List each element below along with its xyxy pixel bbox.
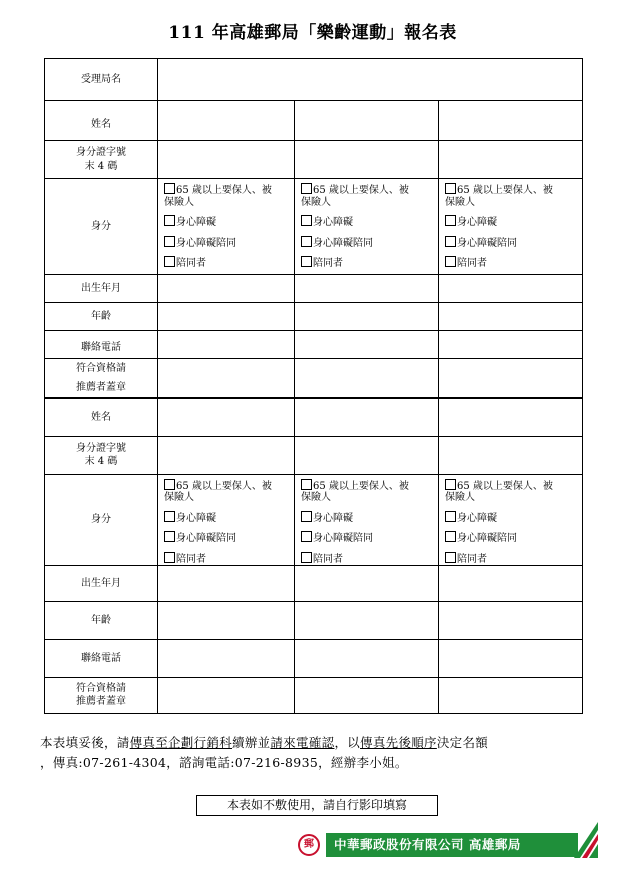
p2-name-cell[interactable] xyxy=(158,398,295,436)
p2-name-row xyxy=(45,398,583,436)
id-label-line1: 身分證字號 xyxy=(76,442,126,454)
p2-name-cell[interactable] xyxy=(439,398,583,436)
p2-birth-label: 出生年月 xyxy=(45,566,158,602)
qual-label-line2: 推薦者蓋章 xyxy=(76,695,126,707)
office-row xyxy=(45,59,583,101)
p1-id-cell[interactable] xyxy=(158,141,295,179)
checkbox[interactable] xyxy=(164,552,175,563)
p2-identity-options xyxy=(158,474,295,566)
option-disabled[interactable]: 身心障礙 xyxy=(158,511,294,525)
p1-id-cell[interactable] xyxy=(295,141,439,179)
p2-birth-cell[interactable] xyxy=(158,566,295,602)
office-label: 受理局名 xyxy=(45,59,158,101)
id-label-line2: 末 4 碼 xyxy=(84,456,118,467)
p2-identity-options xyxy=(439,474,583,566)
p2-qual-cell[interactable] xyxy=(439,678,583,714)
brand-stripes-icon xyxy=(574,822,598,858)
p2-phone-cell[interactable] xyxy=(295,640,439,678)
p1-name-row xyxy=(45,101,583,141)
checkbox[interactable] xyxy=(445,531,456,542)
checkbox[interactable] xyxy=(445,511,456,522)
option-elderly[interactable]: 65 歲以上要保人、被 保險人 xyxy=(445,480,553,503)
p1-identity-options xyxy=(158,179,295,275)
checkbox[interactable] xyxy=(164,256,175,267)
p1-qual-cell[interactable] xyxy=(158,359,295,399)
p1-phone-cell[interactable] xyxy=(295,331,439,359)
note-text: 決定名額 xyxy=(436,735,489,750)
note-text: ，以 xyxy=(334,735,361,750)
qual-label-line1: 符合資格請 xyxy=(76,683,126,694)
id-label-line1: 身分證字號 xyxy=(76,147,126,158)
p1-birth-label: 出生年月 xyxy=(45,275,158,303)
p2-identity-label: 身分 xyxy=(45,474,158,566)
form-title: 111 年高雄郵局「樂齡運動」報名表 xyxy=(168,23,457,43)
org-name: 中華郵政股份有限公司 高雄郵局 xyxy=(326,833,578,857)
option-companion[interactable]: 陪同者 xyxy=(439,256,582,270)
option-elderly[interactable]: 65 歲以上要保人、被 保險人 xyxy=(164,480,272,503)
note-underlined: 傳真至企劃行銷科 xyxy=(129,735,233,750)
p1-phone-cell[interactable] xyxy=(158,331,295,359)
note-underlined: 請來電確認 xyxy=(270,735,335,750)
option-disabled-companion[interactable]: 身心障礙陪同 xyxy=(439,531,582,545)
p1-id-row xyxy=(45,141,583,179)
checkbox[interactable] xyxy=(164,215,175,226)
office-field[interactable] xyxy=(158,59,583,101)
checkbox[interactable] xyxy=(445,256,456,267)
option-companion[interactable]: 陪同者 xyxy=(439,552,582,566)
p2-id-cell[interactable] xyxy=(295,436,439,474)
p2-id-row xyxy=(45,436,583,474)
p2-age-cell[interactable] xyxy=(439,602,583,640)
p1-qual-cell[interactable] xyxy=(295,359,439,399)
note-text: 本表填妥後，請 xyxy=(40,735,130,750)
checkbox[interactable] xyxy=(301,552,312,563)
option-disabled[interactable]: 身心障礙 xyxy=(439,511,582,525)
p1-age-cell[interactable] xyxy=(158,303,295,331)
option-disabled-companion[interactable]: 身心障礙陪同 xyxy=(158,236,294,250)
chunghwa-post-logo-icon: 郵 xyxy=(298,834,320,856)
p2-identity-options xyxy=(295,474,439,566)
p2-qual-row xyxy=(45,678,583,714)
note-underlined: 傳真先後順序 xyxy=(360,735,437,750)
p2-birth-cell[interactable] xyxy=(295,566,439,602)
checkbox[interactable] xyxy=(164,183,175,194)
checkbox[interactable] xyxy=(445,215,456,226)
p1-identity-options xyxy=(439,179,583,275)
id-label-line2: 末 4 碼 xyxy=(84,160,118,172)
p1-birth-cell[interactable] xyxy=(295,275,439,303)
p1-phone-row xyxy=(45,331,583,359)
p1-birth-cell[interactable] xyxy=(158,275,295,303)
p2-qual-label xyxy=(45,678,158,714)
p2-phone-label: 聯絡電話 xyxy=(45,640,158,678)
p1-identity-options xyxy=(295,179,439,275)
p2-identity-row xyxy=(45,474,583,566)
p2-age-cell[interactable] xyxy=(158,602,295,640)
p2-age-cell[interactable] xyxy=(295,602,439,640)
option-disabled-companion[interactable]: 身心障礙陪同 xyxy=(439,236,582,250)
p1-age-row xyxy=(45,303,583,331)
p1-name-label: 姓名 xyxy=(45,101,158,141)
p2-phone-row xyxy=(45,640,583,678)
option-disabled[interactable]: 身心障礙 xyxy=(439,215,582,229)
p1-name-cell[interactable] xyxy=(439,101,583,141)
checkbox[interactable] xyxy=(301,236,312,247)
option-elderly[interactable]: 65 歲以上要保人、被 保險人 xyxy=(301,480,409,503)
p1-age-cell[interactable] xyxy=(295,303,439,331)
option-disabled-companion[interactable]: 身心障礙陪同 xyxy=(295,531,438,545)
p1-identity-label: 身分 xyxy=(45,179,158,275)
checkbox[interactable] xyxy=(301,183,312,194)
p1-name-cell[interactable] xyxy=(295,101,439,141)
option-companion[interactable]: 陪同者 xyxy=(158,552,294,566)
checkbox[interactable] xyxy=(164,511,175,522)
checkbox[interactable] xyxy=(445,479,456,490)
p2-id-label xyxy=(45,436,158,474)
p1-qual-label xyxy=(45,359,158,399)
option-disabled-companion[interactable]: 身心障礙陪同 xyxy=(295,236,438,250)
option-companion[interactable]: 陪同者 xyxy=(295,552,438,566)
photocopy-note: 本表如不敷使用，請自行影印填寫 xyxy=(196,795,438,816)
p1-age-cell[interactable] xyxy=(439,303,583,331)
option-companion[interactable]: 陪同者 xyxy=(158,256,294,270)
option-disabled-companion[interactable]: 身心障礙陪同 xyxy=(158,531,294,545)
footer-brand xyxy=(292,822,602,862)
checkbox[interactable] xyxy=(164,479,175,490)
p1-birth-cell[interactable] xyxy=(439,275,583,303)
p2-id-cell[interactable] xyxy=(158,436,295,474)
note-contact: ，傳真:07-261-4304，諮詢電話:07-216-8935，經辦李小姐。 xyxy=(40,755,408,770)
checkbox[interactable] xyxy=(301,215,312,226)
registration-table xyxy=(44,58,583,714)
p1-phone-cell[interactable] xyxy=(439,331,583,359)
p2-name-label: 姓名 xyxy=(45,398,158,436)
note-text: 續辦並 xyxy=(232,735,271,750)
option-disabled[interactable]: 身心障礙 xyxy=(295,511,438,525)
p2-age-row xyxy=(45,602,583,640)
checkbox[interactable] xyxy=(445,236,456,247)
p1-phone-label: 聯絡電話 xyxy=(45,331,158,359)
checkbox[interactable] xyxy=(301,511,312,522)
p1-qual-row xyxy=(45,359,583,399)
option-elderly[interactable]: 65 歲以上要保人、被 保險人 xyxy=(301,185,409,208)
p1-id-label xyxy=(45,141,158,179)
p2-id-cell[interactable] xyxy=(439,436,583,474)
p1-birth-row xyxy=(45,275,583,303)
option-companion[interactable]: 陪同者 xyxy=(295,256,438,270)
option-elderly[interactable]: 65 歲以上要保人、被 保險人 xyxy=(164,185,272,208)
p2-qual-cell[interactable] xyxy=(158,678,295,714)
p2-qual-cell[interactable] xyxy=(295,678,439,714)
p1-name-cell[interactable] xyxy=(158,101,295,141)
p1-identity-row xyxy=(45,179,583,275)
p2-birth-row xyxy=(45,566,583,602)
p2-birth-cell[interactable] xyxy=(439,566,583,602)
p1-id-cell[interactable] xyxy=(439,141,583,179)
checkbox[interactable] xyxy=(301,479,312,490)
p2-age-label: 年齡 xyxy=(45,602,158,640)
p2-phone-cell[interactable] xyxy=(158,640,295,678)
checkbox[interactable] xyxy=(301,256,312,267)
checkbox[interactable] xyxy=(301,531,312,542)
option-disabled[interactable]: 身心障礙 xyxy=(295,215,438,229)
p1-qual-cell[interactable] xyxy=(439,359,583,399)
p1-age-label: 年齡 xyxy=(45,303,158,331)
p2-name-cell[interactable] xyxy=(295,398,439,436)
qual-label-line1: 符合資格請 xyxy=(76,363,126,374)
option-disabled[interactable]: 身心障礙 xyxy=(158,215,294,229)
option-elderly[interactable]: 65 歲以上要保人、被 保險人 xyxy=(445,185,553,208)
qual-label-line2: 推薦者蓋章 xyxy=(76,382,126,393)
checkbox[interactable] xyxy=(445,183,456,194)
instruction-note xyxy=(40,733,600,773)
checkbox[interactable] xyxy=(445,552,456,563)
checkbox[interactable] xyxy=(164,236,175,247)
checkbox[interactable] xyxy=(164,531,175,542)
p2-phone-cell[interactable] xyxy=(439,640,583,678)
